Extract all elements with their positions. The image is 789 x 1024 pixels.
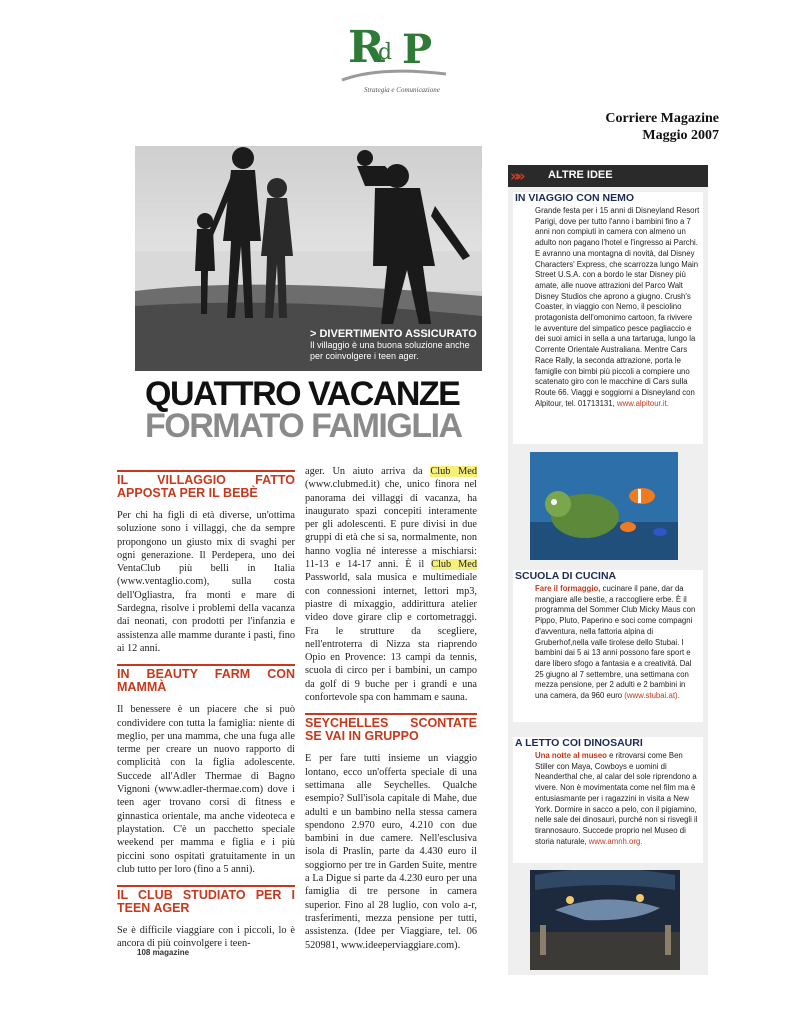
source-info <box>605 110 719 144</box>
sidebar-url-dinosauri: www.amnh.org. <box>588 836 643 846</box>
photo-caption-text: Il villaggio è una buona soluzione anche per coinvolgere i teen ager. <box>310 340 470 361</box>
section-text-villaggio: Per chi ha figli di età diverse, un'ottima soluzione sono i villaggi, che da sempre propongono un giusto mix di svaghi per ogni generazione. Il Perdepera, uno dei VentaClub più belli in Italia (www.ventaglio.com), sulla costa dell'Ogliastra, fra monti e mare di Sardegna, risolve i problemi della vacanza dai neonati, con prodotti per l'infanzia e assistenza alle mamme durante i pasti, fino ai 12 anni. <box>117 510 295 654</box>
sidebar-text-dinosauri <box>513 751 703 847</box>
article-title-line1: QUATTRO VACANZE <box>145 375 460 413</box>
article-column-1 <box>117 470 295 951</box>
logo-swoosh-icon <box>340 68 450 84</box>
section-text-seychelles: E per fare tutti insieme un viaggio lontano, ecco un'offerta speciale di una settimana alle Seychelles. Qualche esempio? Sull'isola capitale di Mahe, due adulti e un bambino nella stessa camera spendono 2.970 euro, 4.210 con due bambini in due camere. Nell'esclusiva isola di Praslin, parte da 4.430 euro il soggiorno per tre in Garden Suite, mentre a La Digue si parte da 4.230 euro per una famiglia di tre persone in camera superior. Fino al 28 luglio, con volo a-r, trasferimenti, mezza pensione per tutti, assistenza. (Idee per Viaggiare, tel. 06 520981, www.ideeperviaggiare.com). <box>305 753 477 951</box>
museum-illustration <box>530 870 680 970</box>
logo-tagline: Strategia e Comunicazione <box>364 86 440 94</box>
club-med-highlight-1: Club Med <box>430 466 478 477</box>
logo-letter-r: R <box>348 22 381 73</box>
sidebar-url-nemo: www.alpitour.it. <box>616 398 669 408</box>
photo-caption <box>310 328 480 362</box>
sidebar-body-cucina: cucinare il pane, dar da mangiare alle bestie, a raccogliere erbe. È il programma del Sommer Club Micky Maus con Pippo, Pluto, Paperino e soci come compagni d'avventura, nella fattoria alpina di Gruberhof,nella valle tirolese dello Stubai. I bambini dai 5 ai 13 anni possono fare sport e dare libero sfogo a fantasia e a creatività. Dal 25 giugno al 7 settembre, una settimana con mezza pensione, per 2 adulti e 2 bambini in una camera, da 960 euro <box>535 584 696 701</box>
section-text-beauty-farm: Il benessere è un piacere che si può condividere con tutta la famiglia: niente di meglio, per una mamma, che una fuga alle terme per creare un nuovo rapporto di complicità con la figlia adolescente. Succede all'Adler Thermae di Bagno Vignoni (www.adler-thermae.com) dove i teen ager trovano corsi di fitness e ginnastica orientale, ma anche videoteca e playstation. C'è un pacchetto speciale weekend per mamma e figlia e i più piccini sono ospitati gratuitamente in un club tutto per loro (fino a 5 anni). <box>117 704 295 875</box>
nemo-illustration <box>530 452 678 560</box>
sidebar-box-nemo <box>513 192 703 444</box>
publication-name: Corriere Magazine <box>605 111 719 126</box>
sidebar-heading-dinosauri: A LETTO COI DINOSAURI <box>515 737 643 749</box>
club-med-text-mid: (www.clubmed.it) che, unico finora nel panorama dei villaggi di vacanza, ha inaugurato spazi concepiti interamente per gli adolescenti. E pure divisi in due gruppi di età che si sa, normalmente, non hanno voglia né interesse a mischiarsi: 11-13 e 14-17 anni. È il <box>305 479 477 571</box>
sidebar-text-nemo <box>513 206 703 409</box>
sidebar-body-nemo: Grande festa per i 15 anni di Disneyland Resort Parigi, dove per tutto l'anno i bambini fino a 7 anni non compiuti in camera con almeno un adulto non pagano l'hotel e l'ingresso ai Parchi. E avranno una montagna di novità, dal Disney Characters' Express, che scarrozza lungo Main Street U.S.A. con a bordo le star Disney più amate, alle nuove attrazioni del Parco Walt Disney Studios che aprono a giugno. Crush's Coaster, in viaggio con Nemo, il pesciolino protagonista dell'omonimo cartoon, fa rivivere le avventure del simpatico pesce pagliaccio e dei suoi amici in sella a una tartaruga, lungo la Corrente Orientale Australiana. Mentre Cars Race Rally, la seconda attrazione, porta le famiglie con bimbi più piccoli a compiere uno scatenato giro con le macchine di Cars sulla Route 66. Viaggi e soggiorni a Disneyland con Alpitour, tel. 01713131, <box>535 206 700 408</box>
sidebar-header <box>508 165 708 187</box>
club-med-paragraph <box>305 465 477 704</box>
sidebar-url-cucina: (www.stubai.at). <box>624 691 680 701</box>
rdp-logo <box>340 22 450 100</box>
museum-whale-image <box>530 870 680 970</box>
sidebar-box-dinosauri <box>513 737 703 863</box>
section-heading-club-teen: IL CLUB STUDIATO PER I TEEN AGER <box>117 885 295 915</box>
publication-date: Maggio 2007 <box>642 128 719 143</box>
article-column-2 <box>305 465 477 952</box>
section-text-club-teen: Se è difficile viaggiare con i piccoli, lo è ancora di più coinvolgere i teen- <box>117 925 295 950</box>
section-heading-villaggio: IL VILLAGGIO FATTO APPOSTA PER IL BEBÈ <box>117 470 295 500</box>
sidebar-heading-nemo: IN VIAGGIO CON NEMO <box>515 192 635 204</box>
sidebar-lead-dinosauri: Una notte al museo <box>535 751 607 760</box>
sidebar-box-cucina <box>513 570 703 722</box>
section-heading-seychelles: SEYCHELLES SCONTATE SE VAI IN GRUPPO <box>305 713 477 743</box>
sidebar-lead-cucina: Fare il formaggio, <box>535 584 601 593</box>
article-title-line2: FORMATO FAMIGLIA <box>145 407 462 445</box>
club-med-highlight-2: Club Med <box>431 559 477 571</box>
club-med-text-after: Passworld, sala musica e multimediale con connessioni internet, lettori mp3, piastre di mixaggio, addirittura atelier video dove girare clip e cortometraggi. Fra le strutture da scegliere, nell'entroterra di Nizza sta riaprendo Opio en Provence: 13 campi da tennis, scuola di circo per i bambini, un campo da golf di 9 buche per i grandi e una confortevole spa con hammam e sauna. <box>305 572 477 704</box>
sidebar-text-cucina <box>513 584 703 702</box>
sidebar-title: ALTRE IDEE <box>548 169 613 181</box>
logo-letter-d: d <box>378 40 393 65</box>
page-footer: 108 magazine <box>137 948 190 957</box>
club-med-text-before: ager. Un aiuto arriva da <box>305 466 423 477</box>
logo-letter-p: P <box>402 26 433 73</box>
nemo-turtle-image <box>530 452 678 560</box>
beach-family-photo <box>135 146 482 371</box>
sidebar-heading-cucina: SCUOLA DI CUCINA <box>515 570 617 582</box>
sidebar-body-dinosauri: e ritrovarsi come Ben Stiller con Maya, Cowboys e uomini di Neanderthal che, al calar del sole riprendono a vivere. Non è movimentata come nel film ma è entusiasmante per i ragazzini in visita a New York. Dormire in sacco a pelo, con il pigiamino, nelle sale dei dinosauri, purché non si risvegli il tirannosauro. Succede proprio nel Museo di storia naturale, <box>535 751 698 846</box>
section-heading-beauty-farm: IN BEAUTY FARM CON MAMMÀ <box>117 664 295 694</box>
double-chevron-icon: »» <box>510 167 522 185</box>
photo-caption-title: > DIVERTIMENTO ASSICURATO <box>310 328 477 340</box>
